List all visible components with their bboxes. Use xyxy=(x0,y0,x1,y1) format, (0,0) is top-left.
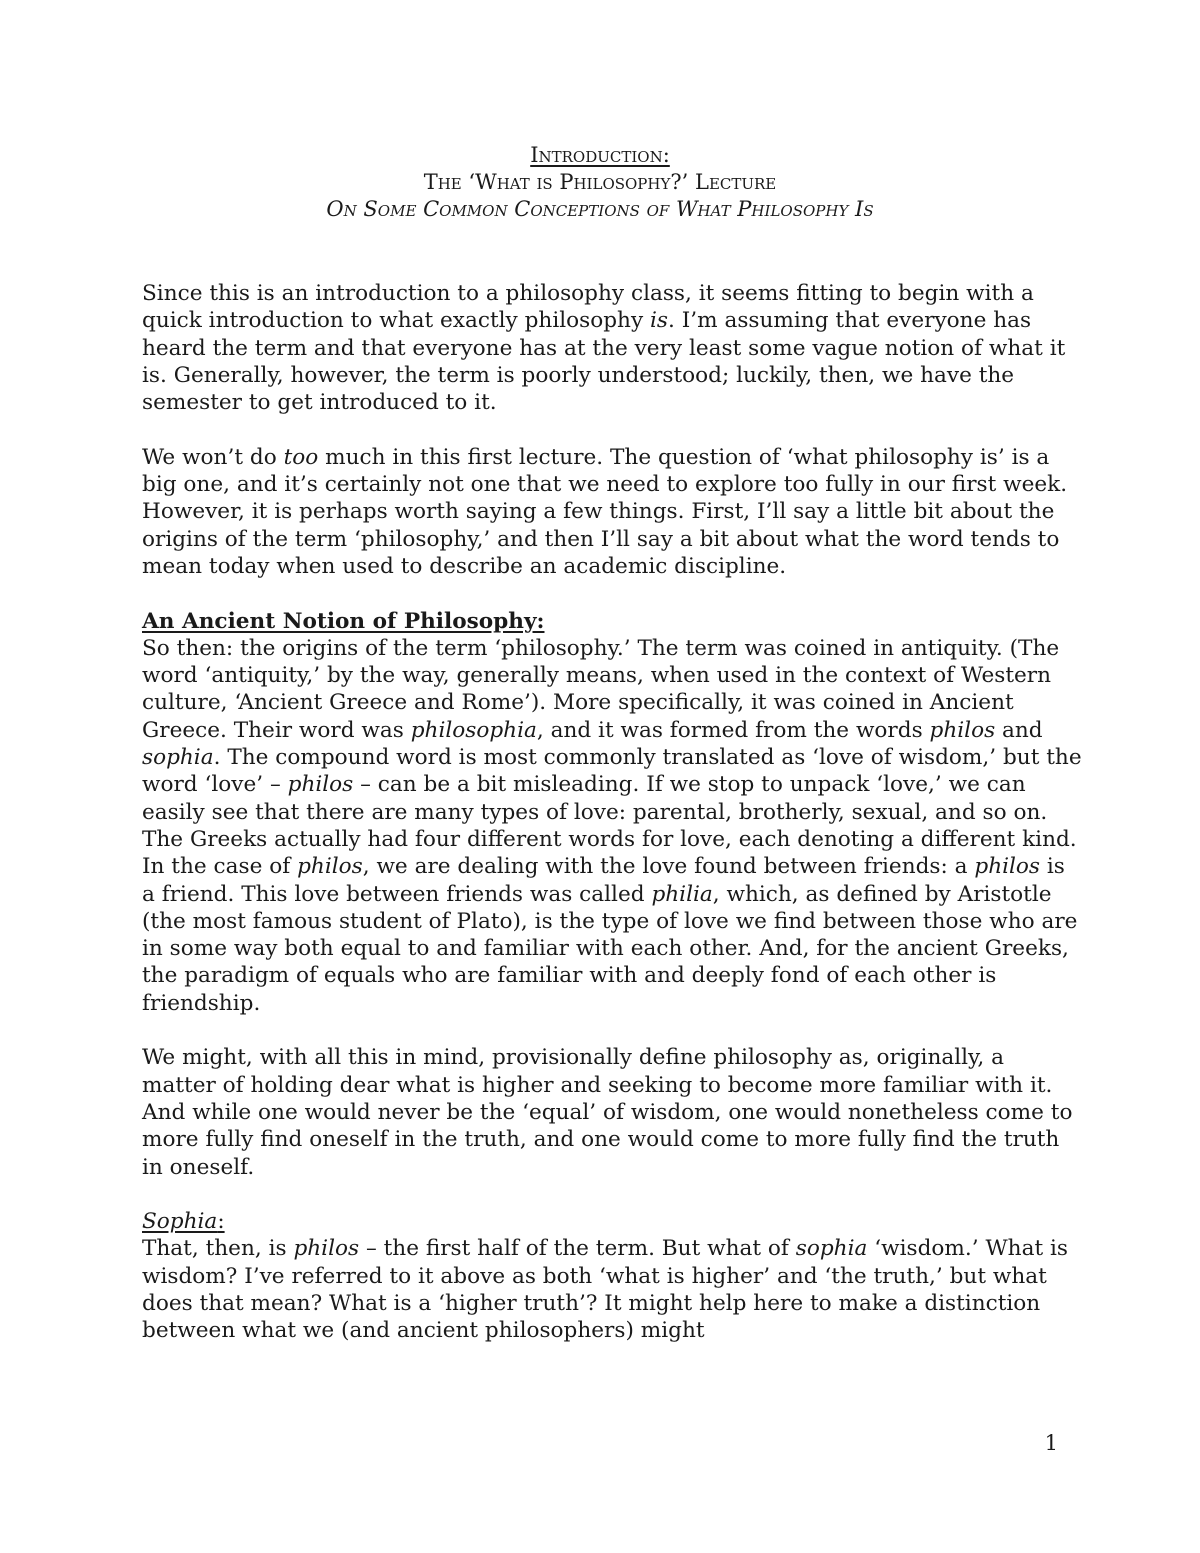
paragraph-sophia xyxy=(142,1235,1082,1344)
text-run: , which, as defined by Aristotle (the most famous student of Plato), is the type of love we find between those who are in some way both equal to and familiar with each other. And, for the ancient Greeks, the paradigm of equals who are familiar with and deeply fond of each other is friendship. xyxy=(142,881,1078,1016)
emphasis: is xyxy=(650,308,669,334)
text-run: – can be a bit misleading. If we stop to unpack ‘love,’ we can easily see that there are many types of love: parental, brotherly, sexual, and so on. The Greeks actually had four different words for love, each denoting a different kind. In the case of xyxy=(142,772,1077,880)
emphasis: too xyxy=(283,444,319,470)
subsection-heading xyxy=(142,1208,1082,1235)
emphasis: sophia xyxy=(795,1236,868,1262)
text-run: We won’t do xyxy=(142,444,284,470)
emphasis: philos xyxy=(974,854,1041,880)
text-run: , and it was formed from the words xyxy=(536,717,930,743)
emphasis: philos xyxy=(287,772,354,798)
document-subtitle: The ‘What is Philosophy?’ Lecture xyxy=(423,170,777,194)
page-number: 1 xyxy=(1044,1431,1058,1455)
emphasis: philia xyxy=(651,881,713,907)
text-run: is a friend. This love between friends was called xyxy=(142,854,1065,907)
text-run: , we are dealing with the love found between friends: a xyxy=(362,854,975,880)
document-header xyxy=(0,142,1200,223)
emphasis: philos xyxy=(297,854,363,880)
emphasis: philosophia xyxy=(410,717,537,743)
text-run: . The compound word is most commonly translated as ‘love of wisdom,’ but the word ‘love’ – xyxy=(142,745,1082,798)
emphasis: sophia xyxy=(142,745,214,771)
text-run: much in this first lecture. The question of ‘what philosophy is’ is a big one, and it’s certainly not one that we need to explore too fully in our first week. However, it is perhaps worth saying a few things. First, I’ll say a little bit about the origins of the term ‘philosophy,’ and then I’ll say a bit about what the word tends to mean today when used to describe an academic discipline. xyxy=(142,444,1068,579)
document-title: Introduction: xyxy=(530,143,670,167)
section-heading: An Ancient Notion of Philosophy: xyxy=(142,608,545,634)
paragraph-scope xyxy=(142,444,1082,580)
text-run: and xyxy=(995,717,1043,743)
paragraph-origins xyxy=(142,635,1082,1017)
text-run: ‘wisdom.’ What is wisdom? I’ve referred to it above as both ‘what is higher’ and ‘the truth,’ but what does that mean? What is a ‘higher truth’? It might help here to make a distinction between what we (and ancient philosophers) might xyxy=(142,1236,1068,1344)
text-run: So then: the origins of the term ‘philosophy.’ The term was coined in antiquity. (The word ‘antiquity,’ by the way, generally means, when used in the context of Western culture, ‘Ancient Greece and Rome’). More specifically, it was coined in Ancient Greece. Their word was xyxy=(142,635,1060,743)
emphasis: philos xyxy=(929,717,996,743)
subsection-heading-text: Sophia xyxy=(142,1209,218,1235)
paragraph-definition: We might, with all this in mind, provisionally define philosophy as, originally, a matter of holding dear what is higher and seeking to become more familiar with it. And while one would never be the ‘equal’ of wisdom, one would nonetheless come to more fully find oneself in the truth, and one would come to more fully find the truth in oneself. xyxy=(142,1045,1073,1180)
subsection-heading-colon: : xyxy=(217,1209,225,1235)
text-run: – the first half of the term. But what of xyxy=(359,1236,796,1262)
text-run: That, then, is xyxy=(142,1236,294,1262)
text-run: . I’m assuming that everyone has heard the term and that everyone has at the very least some vague notion of what it is. Generally, however, the term is poorly understood; luckily, then, we have the semester to get introduced to it. xyxy=(142,308,1066,416)
document-tagline: On Some Common Conceptions of What Philosophy Is xyxy=(326,197,874,221)
document-body xyxy=(142,280,1082,1345)
emphasis: philos xyxy=(293,1236,360,1262)
paragraph-intro xyxy=(142,280,1082,416)
text-run: Since this is an introduction to a philosophy class, it seems fitting to begin with a quick introduction to what exactly philosophy xyxy=(142,281,1034,334)
